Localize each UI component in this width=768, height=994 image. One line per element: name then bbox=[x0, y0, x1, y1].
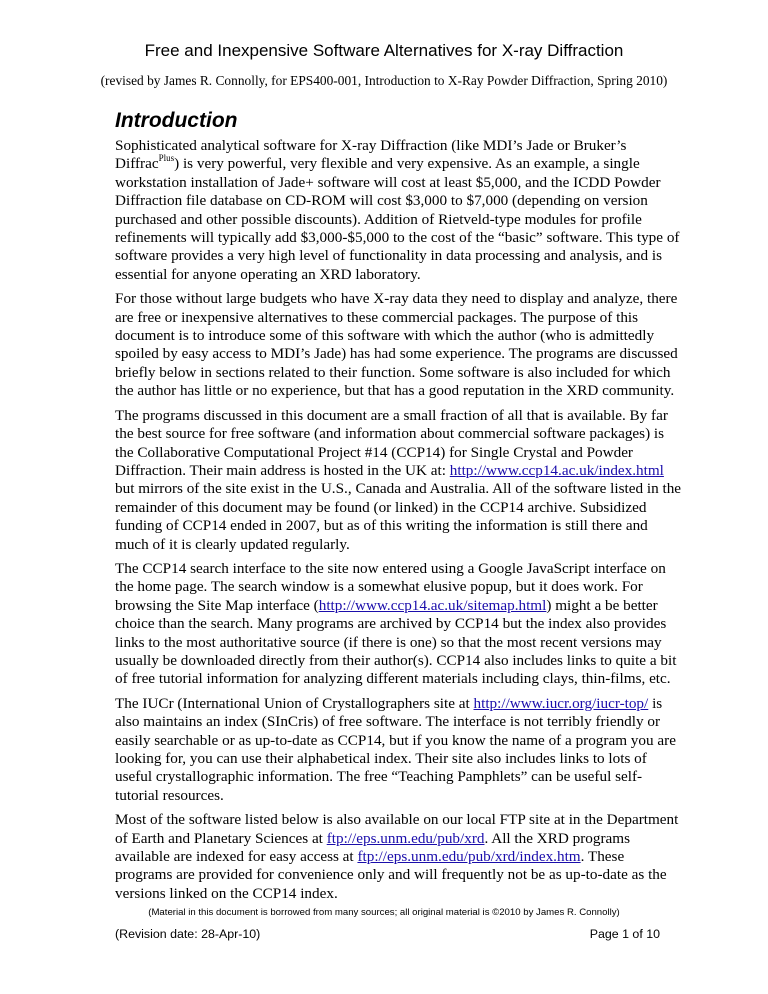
paragraph-6 bbox=[115, 811, 683, 903]
ftp-xrd-index-link[interactable]: ftp://eps.unm.edu/pub/xrd/index.htm bbox=[357, 848, 581, 866]
paragraph-3-text-a: The programs discussed in this document are a small fraction of all that is available. By far the best source for free software (and information about commercial software packages) is the Collaborative Computational Project #14 (CCP14) for Single Crystal and Powder Diffraction. Their main address is hosted in the UK at: bbox=[115, 406, 668, 479]
body-text bbox=[115, 137, 683, 903]
paragraph-5-text-a: The IUCr (International Union of Crystallographers site at bbox=[115, 694, 474, 712]
revision-date: (Revision date: 28-Apr-10) bbox=[115, 927, 261, 941]
paragraph-3 bbox=[115, 407, 683, 554]
ccp14-sitemap-link[interactable]: http://www.ccp14.ac.uk/sitemap.html bbox=[318, 596, 547, 614]
paragraph-1-text-a: Sophisticated analytical software for X-ray Diffraction (like MDI’s Jade or Bruker’s Diffrac bbox=[115, 137, 627, 173]
section-heading: Introduction bbox=[115, 109, 238, 132]
paragraph-2: For those without large budgets who have X-ray data they need to display and analyze, there are free or inexpensive alternatives to these commercial packages. The purpose of this document is to introduce some of this software with which the author (who is admittedly spoiled by easy access to MDI’s Jade) has had some experience. The programs are discussed briefly below in sections related to their function. Some software is also included for which the author has little or no experience, but that has a good reputation in the XRD community. bbox=[115, 290, 678, 400]
paragraph-1-text-b: ) is very powerful, very flexible and very expensive. As an example, a single workstation installation of Jade+ software will cost at least $5,000, and the ICDD Powder Diffraction file database on CD-ROM will cost $3,000 to $7,000 (depending on version purchased and other possible discounts). Addition of Rietveld-type modules for profile refinements will typically add $3,000-$5,000 to the cost of the “basic” software. This type of software provides a very high level of functionality in data processing and analysis, and is essential for anyone operating an XRD laboratory. bbox=[115, 155, 680, 283]
paragraph-6-text-a: Most of the software listed below is also available on our local FTP site at in the Department of Earth and Planetary Sciences at bbox=[115, 811, 679, 847]
ccp14-index-link[interactable]: http://www.ccp14.ac.uk/index.html bbox=[449, 461, 664, 479]
paragraph-5 bbox=[115, 695, 683, 805]
copyright-note: (Material in this document is borrowed from many sources; all original material is ©2010 by James R. Connolly) bbox=[148, 907, 620, 918]
iucr-link[interactable]: http://www.iucr.org/iucr-top/ bbox=[473, 694, 649, 712]
paragraph-1 bbox=[115, 137, 683, 284]
paragraph-4-text-b: ) might a be better choice than the search. Many programs are archived by CCP14 but the index also provides links to the most authoritative source (if there is one) so that the most recent versions may usually be downloaded directly from their author(s). CCP14 also includes links to quite a bit of free tutorial information for analyzing different materials including clays, thin-films, etc. bbox=[115, 596, 677, 688]
ftp-xrd-link[interactable]: ftp://eps.unm.edu/pub/xrd bbox=[326, 829, 485, 847]
page-number: Page 1 of 10 bbox=[589, 927, 660, 941]
superscript-plus: Plus bbox=[158, 153, 175, 164]
document-title: Free and Inexpensive Software Alternatives for X-ray Diffraction bbox=[144, 41, 624, 60]
paragraph-6-text-b: . All the XRD programs available are indexed for easy access at bbox=[115, 829, 631, 866]
paragraph-6-text-c: . These programs are provided for convenience only and will frequently not be as up-to-date as the versions linked on the CCP14 index. bbox=[115, 848, 667, 902]
document-subtitle: (revised by James R. Connolly, for EPS400-001, Introduction to X-Ray Powder Diffraction, Spring 2010) bbox=[100, 73, 668, 88]
paragraph-3-text-b: but mirrors of the site exist in the U.S., Canada and Australia. All of the software listed in the remainder of this document may be found (or linked) in the CCP14 archive. Subsidized funding of CCP14 ended in 2007, but as of this writing the information is still there and much of it is clearly updated regularly. bbox=[115, 480, 682, 553]
paragraph-5-text-b: is also maintains an index (SInCris) of free software. The interface is not terribly friendly or easily searchable or as up-to-date as CCP14, but if you know the name of a program you are looking for, you can use their alphabetical index. Their site also includes links to lots of useful crystallographic information. The free “Teaching Pamphlets” can be useful self-tutorial resources. bbox=[115, 694, 676, 804]
paragraph-4 bbox=[115, 560, 683, 689]
paragraph-4-text-a: The CCP14 search interface to the site now entered using a Google JavaScript interface on the home page. The search window is a somewhat elusive popup, but it does work. For browsing the Site Map interface ( bbox=[115, 559, 666, 614]
